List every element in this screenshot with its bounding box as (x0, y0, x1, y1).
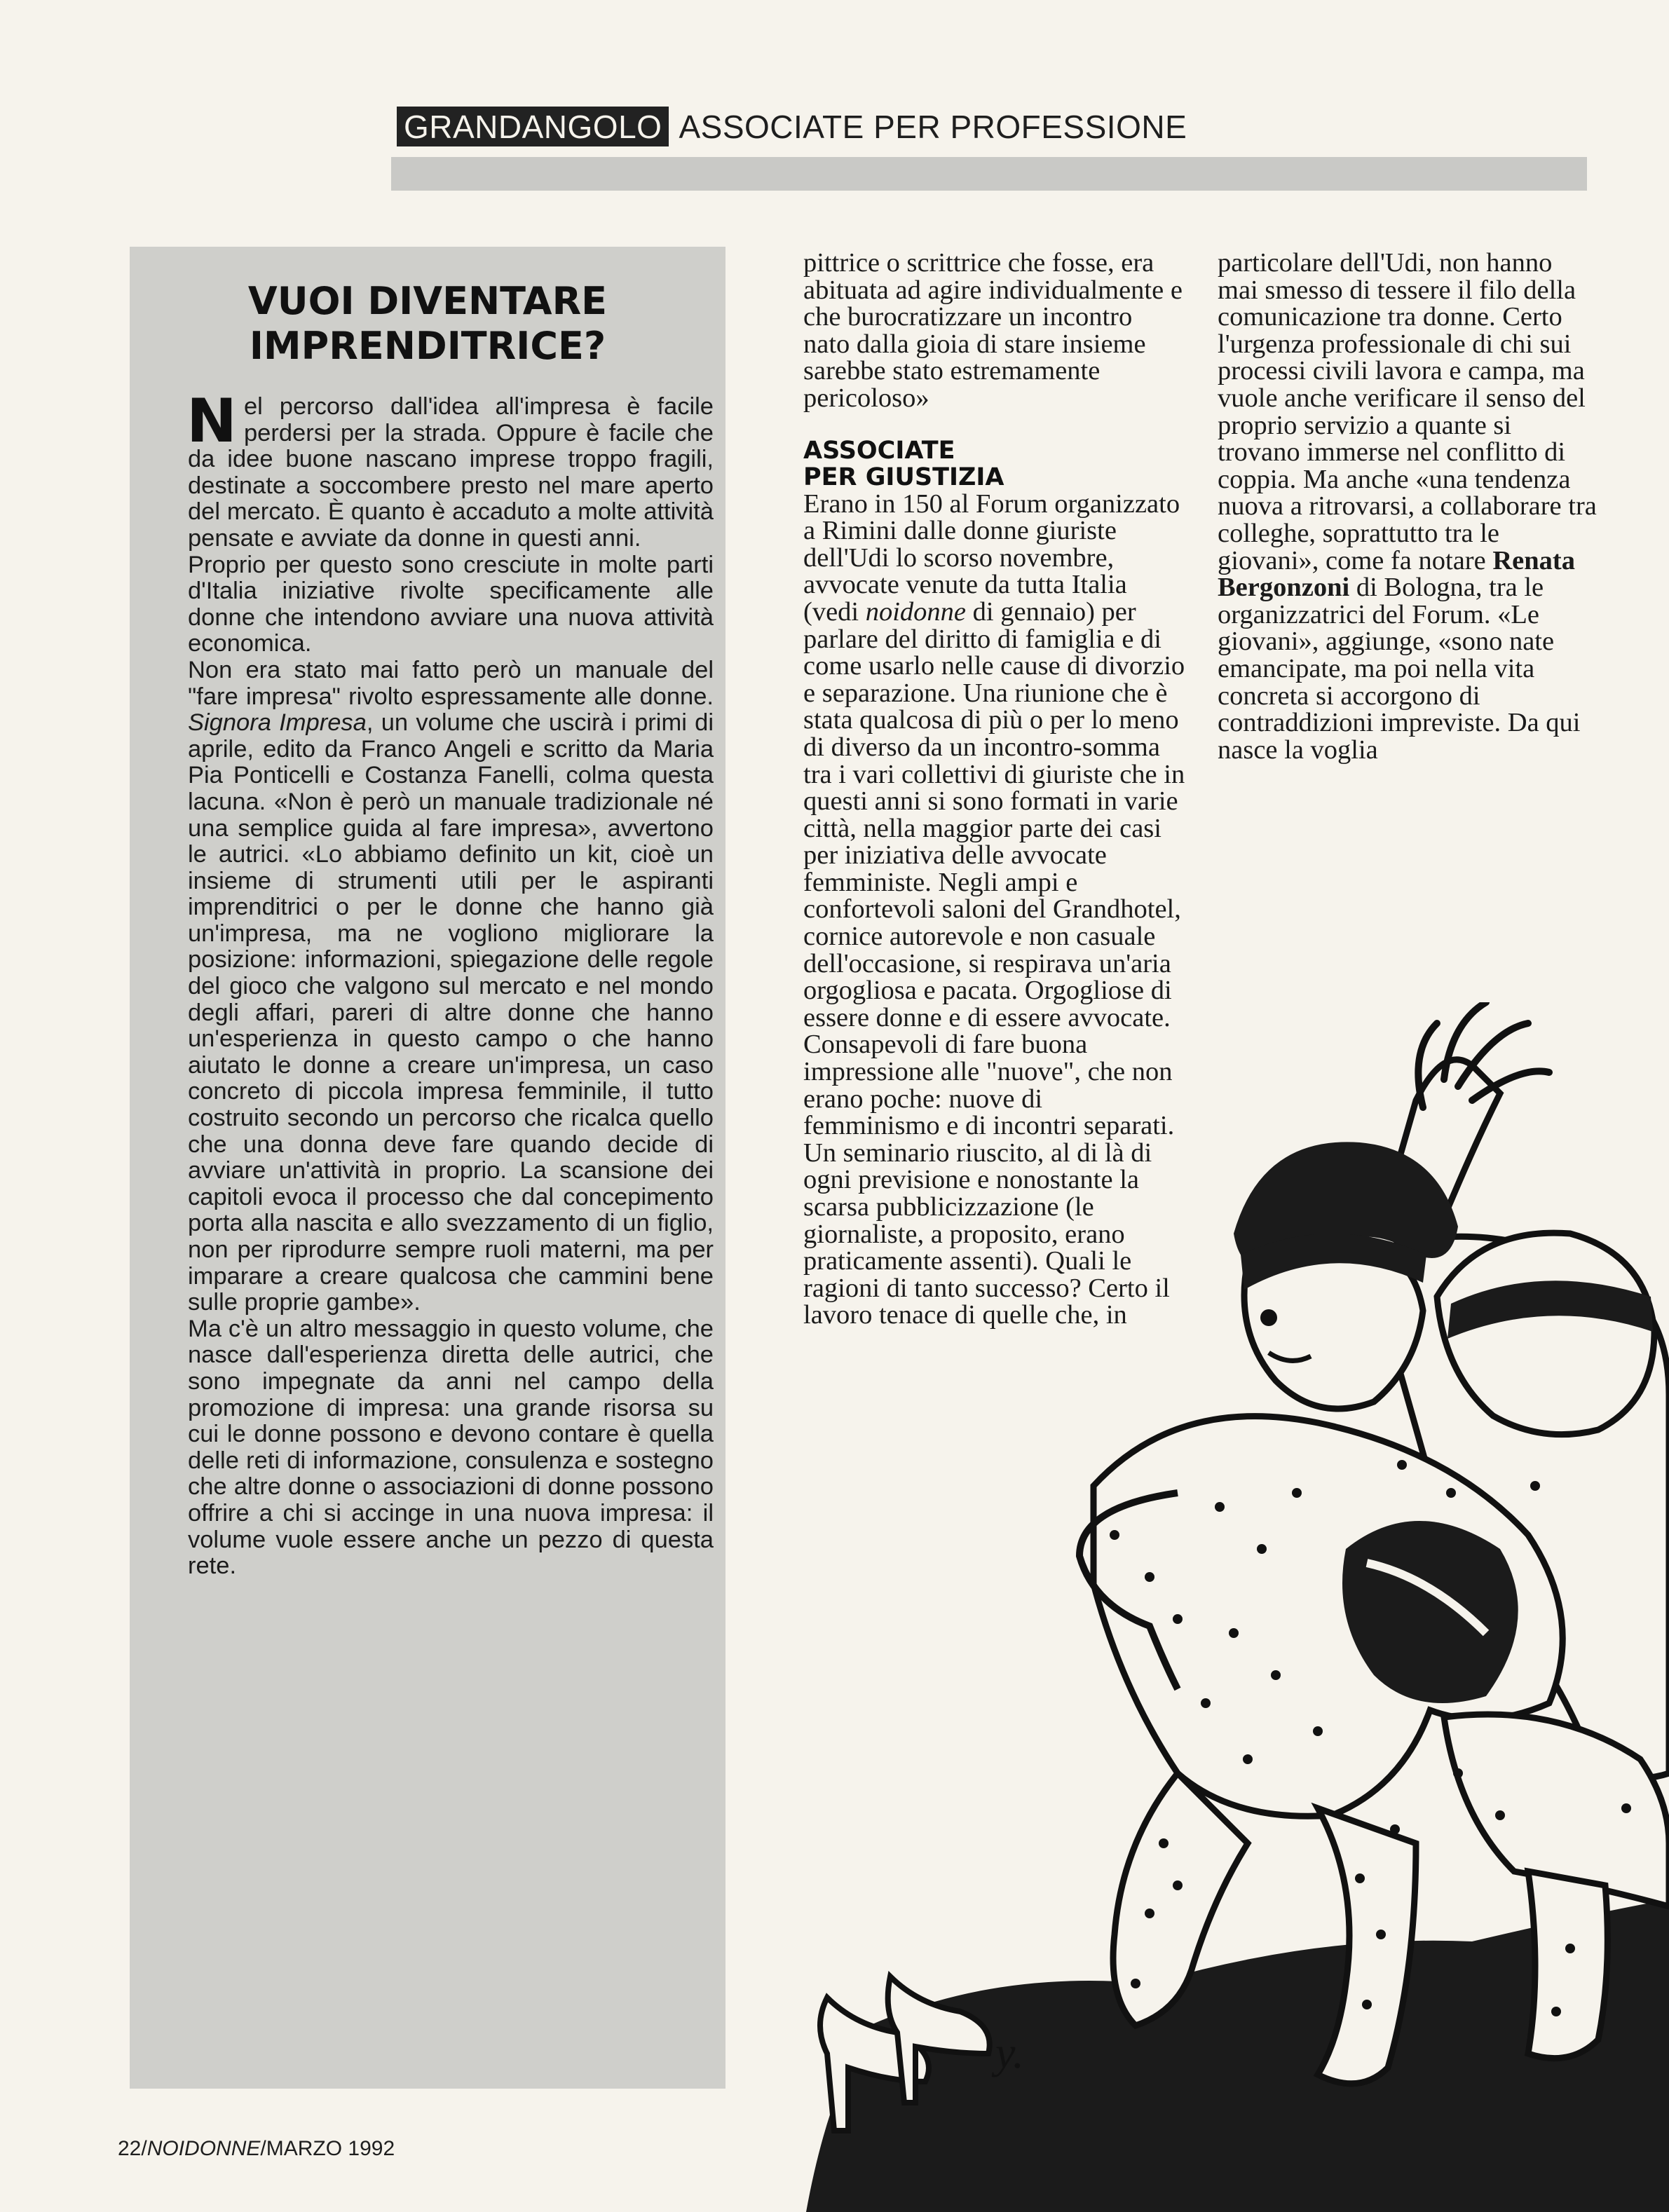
sidebar-heading-line-2: IMPRENDITRICE? (249, 324, 606, 368)
column-2-intro: pittrice o scrittrice che fosse, era abituata ad agire individualmente e che burocratizzare un incontro nato dalla gioia di stare insieme sarebbe stato estremamente pericoloso» (803, 248, 1183, 413)
book-title: Signora Impresa (188, 709, 367, 737)
sidebar-paragraph-2: Proprio per questo sono cresciute in molte parti d'Italia iniziative rivolte specificamente alle donne che intendono avviare una nuova attività economica. (188, 551, 714, 657)
column-3-text-a: particolare dell'Udi, non hanno mai smesso di tessere il filo della comunicazione tra donne. Certo l'urgenza professionale di chi sui processi civili lavora e campa, ma vuole anche verificare il senso del proprio servizio a quante si trovano immerse nel conflitto di coppia. Ma anche «una tendenza nuova a ritrovarsi, a collaborare tra colleghe, soprattutto tra le giovani», come fa notare (1218, 248, 1597, 575)
subheading-line-1: ASSOCIATE (803, 436, 955, 465)
section-title: ASSOCIATE PER PROFESSIONE (679, 108, 1187, 145)
sidebar-paragraph-4: Ma c'è un altro messaggio in questo volume, che nasce dall'esperienza diretta delle autrici, che sono impegnate da anni nel campo della promozione di impresa: una grande risorsa su cui le donne possono e devono contare è quella delle reti di informazione, consulenza e sostegno che altre donne o associazioni di donne possono offrire a chi si accinge in una nuova impresa: il volume vuole essere anche un pezzo di questa rete. (188, 1315, 714, 1580)
illustration-eye (1260, 1309, 1277, 1326)
column-3-text-b: di Bologna, tra le organizzatrici del Forum. «Le giovani», aggiunge, «sono nate emancipate, ma poi nella vita concreta si accorgono di contraddizioni impreviste. Da qui nasce la voglia (1218, 573, 1581, 765)
header-rule-bar (391, 157, 1587, 191)
sidebar-heading-line-1: VUOI DIVENTARE (247, 279, 608, 323)
sidebar-body (186, 386, 714, 1580)
page-number: 22/ (118, 2137, 147, 2160)
article-column-3 (1218, 250, 1598, 763)
sidebar-paragraph-1-text: el percorso dall'idea all'impresa è facile perdersi per la strada. Oppure è facile che da idee buone nascano imprese troppo fragili, destinate a soccombere presto nel mare aperto del mercato. È quanto è accaduto a molte attività pensate e avviate da donne in questi anni. (188, 393, 714, 552)
illustration (785, 1002, 1669, 2212)
subheading (803, 437, 1185, 491)
sidebar-paragraph-3 (188, 657, 714, 1316)
page-footer (118, 2137, 395, 2161)
sidebar-paragraph-3-b: , un volume che uscirà i primi di aprile, edito da Franco Angeli e scritto da Maria Pia Ponticelli e Costanza Fanelli, colma questa lacuna. «Non è però un manuale tradizionale né una semplice guida al fare impresa», avvertono le autrici. «Lo abbiamo definito un kit, cioè un insieme di strumenti utili per le aspiranti imprenditrici o per le donne che hanno già un'impresa, ma ne vogliono migliorare la posizione: informazioni, spiegazione delle regole del gioco che valgono sul mercato e nel mondo degli affari, pareri di altre donne che hanno un'esperienza in questo campo o che hanno aiutato le donne a creare un'impresa, un caso concreto di piccola impresa femminile, il tutto costruito secondo un percorso che ricalca quello che una donna deve fare quando decide di avviare un'attività in proprio. La scansione dei capitoli evoca il processo che dal concepimento porta alla nascita e allo svezzamento di un figlio, non per riprodurre sempre ruoli materni, ma per imparare a creare qualcosa che cammini bene sulle proprie gambe». (188, 709, 714, 1316)
illustration-back-figure-leg (1528, 1871, 1607, 2059)
column-3-body (1218, 250, 1598, 763)
issue-date: /MARZO 1992 (260, 2137, 395, 2160)
magazine-mention: noidonne (865, 596, 967, 627)
subheading-line-2: PER GIUSTIZIA (803, 463, 1004, 491)
illustration-signature: y. (995, 2028, 1024, 2077)
section-header (397, 107, 1187, 146)
sidebar-paragraph-1 (186, 386, 714, 552)
quoted-name: Renata Bergonzoni (1218, 545, 1575, 603)
section-tag: GRANDANGOLO (397, 107, 669, 146)
drop-cap: N (186, 386, 237, 456)
magazine-name: NOIDONNE (147, 2137, 261, 2160)
column-2-body-b: di gennaio) per parlare del diritto di famiglia e di come usarlo nelle cause di divorzio e separazione. Una riunione che è stata qualcosa di più o per lo meno di diverso da un incontro-somma tra i vari collettivi di giuriste che in questi anni si sono formati in varie città, nella maggior parte dei casi per iniziativa delle avvocate femministe. Negli ampi e confortevoli saloni del Grandhotel, cornice autorevole e non casuale dell'occasione, si respirava un'aria orgogliosa e pacata. Orgogliose di essere donne e di essere avvocate. Consapevoli di fare buona impressione alle "nuove", che non erano poche: nuove di femminismo e di incontri separati. Un seminario riuscito, al di là di ogni previsione e nonostante la scarsa pubblicizzazione (le giornaliste, a proposito, erano praticamente assenti). Quali le ragioni di tanto successo? Certo il lavoro tenace di quelle che, in (803, 596, 1185, 1330)
column-2-body-a: Erano in 150 al Forum organizzato a Rimini dalle donne giuriste dell'Udi lo scorso novembre, avvocate venute da tutta Italia (vedi (803, 489, 1180, 627)
sidebar-paragraph-3-a: Non era stato mai fatto però un manuale del "fare impresa" rivolto espressamente alle donne. (188, 656, 714, 710)
sidebar-heading (130, 279, 725, 369)
